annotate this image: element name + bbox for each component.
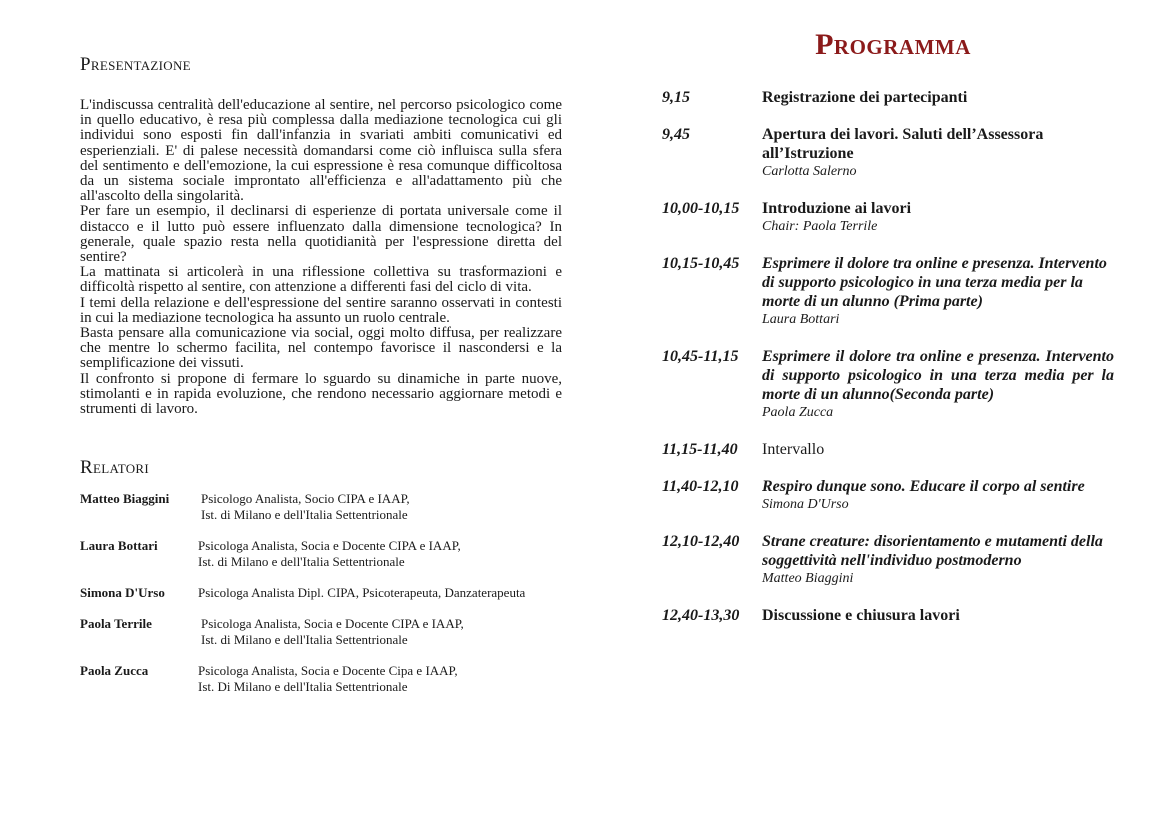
speaker-role-line: Psicologa Analista, Socia e Docente CIPA e IAAP, (198, 538, 461, 554)
speaker-role (198, 616, 562, 648)
paragraph: Per fare un esempio, il declinarsi di esperienze di portata universale come il distacco e il lutto può essere influenzato dalla dimensione tecnologica? In generale, quale spazio resta nella quotidianità per l'espressione diretta del sentire? (80, 203, 562, 266)
speakers-list (80, 491, 562, 695)
program-time: 10,15-10,45 (662, 255, 740, 272)
program-speaker: Paola Zucca (762, 405, 834, 420)
program-speaker: Simona D'Urso (762, 497, 849, 512)
program-item (662, 347, 1114, 422)
program-item (662, 199, 1114, 236)
program-time: 9,45 (662, 126, 690, 143)
program-title: Registrazione dei partecipanti (762, 89, 968, 106)
program-body (762, 125, 1062, 181)
speaker-row (80, 585, 562, 601)
program-time: 11,40-12,10 (662, 478, 739, 495)
program-item (662, 88, 1114, 107)
program-time: 11,15-11,40 (662, 441, 738, 458)
left-column (80, 54, 562, 710)
speaker-role-line: Ist. di Milano e dell'Italia Settentrionale (201, 632, 408, 648)
program-body (762, 606, 1114, 625)
paragraph: La mattinata si articolerà in una riflessione collettiva su trasformazioni e difficoltà rispetto al sentire, con attenzione a differenti fasi del ciclo di vita. (80, 264, 562, 296)
program-time: 12,10-12,40 (662, 533, 740, 550)
program-body (762, 254, 1114, 329)
program-body (762, 440, 1114, 459)
program-body (762, 88, 1114, 107)
speaker-role-line: Psicologa Analista, Socia e Docente Cipa e IAAP, (198, 663, 458, 679)
programma-title: Programma (815, 28, 971, 61)
speaker-row (80, 616, 562, 648)
speaker-row (80, 491, 562, 523)
program-time: 10,00-10,15 (662, 200, 740, 217)
program-title: Intervallo (762, 441, 825, 458)
speaker-name: Simona D'Urso (80, 585, 165, 601)
program-body (762, 477, 1114, 514)
program-title: Introduzione ai lavori (762, 200, 912, 217)
program-time: 9,15 (662, 89, 690, 106)
program-item (662, 606, 1114, 625)
speaker-row (80, 538, 562, 570)
program-speaker: Carlotta Salerno (762, 164, 857, 179)
presentazione-heading: Presentazione (80, 54, 191, 75)
speaker-row (80, 663, 562, 695)
speaker-role (198, 663, 562, 695)
speaker-name: Matteo Biaggini (80, 491, 170, 507)
relatori-heading: Relatori (80, 457, 149, 479)
program-body (762, 532, 1114, 588)
paragraph: Il confronto si propone di fermare lo sguardo su dinamiche in parte nuove, stimolanti e in rapida evoluzione, che rendono necessario aggiornare metodi e strumenti di lavoro. (80, 370, 562, 418)
program-title: Discussione e chiusura lavori (762, 607, 960, 624)
speaker-role-line: Ist. di Milano e dell'Italia Settentrionale (198, 554, 405, 570)
speaker-role (198, 585, 562, 601)
program-item (662, 532, 1114, 588)
program-item (662, 125, 1114, 181)
speaker-role-line: Psicologa Analista, Socia e Docente CIPA e IAAP, (201, 616, 464, 632)
speaker-role-line: Psicologa Analista Dipl. CIPA, Psicoterapeuta, Danzaterapeuta (198, 585, 526, 601)
program-body (762, 347, 1114, 422)
program-speaker: Laura Bottari (762, 312, 840, 327)
program-item (662, 440, 1114, 459)
program-time: 12,40-13,30 (662, 607, 740, 624)
speaker-role (198, 491, 562, 523)
paragraph: Basta pensare alla comunicazione via social, oggi molto diffusa, per realizzare che mentre lo schermo facilita, nel contempo favorisce il nascondersi e la semplificazione dei vissuti. (80, 325, 562, 372)
speaker-role-line: Ist. Di Milano e dell'Italia Settentrionale (198, 679, 408, 695)
program-speaker: Chair: Paola Terrile (762, 219, 878, 234)
speaker-role-line: Psicologo Analista, Socio CIPA e IAAP, (201, 491, 410, 507)
program-time: 10,45-11,15 (662, 348, 739, 365)
program-item (662, 254, 1114, 329)
presentazione-text (80, 98, 562, 417)
program-title: Esprimere il dolore tra online e presenza. Intervento di supporto psicologico in una terza media per la morte di un alunno(Seconda parte) (762, 348, 1114, 403)
paragraph: L'indiscussa centralità dell'educazione al sentire, nel percorso psicologico come in quello educativo, è resa più complessa dalla mediazione tecnologica cui gli individui sono esposti fin dall'infanzia in svariati ambiti comunicativi ed esperienziali. E' di palese necessità domandarsi come ciò influisca sulla sfera del sentimento e dell'emozione, la cui espressione è resa comunque difficoltosa da un sistema sociale improntato all'efficienza e all'adattamento più che all'ascolto della singolarità. (80, 97, 562, 205)
right-column (662, 28, 1114, 643)
program-speaker: Matteo Biaggini (762, 571, 854, 586)
speaker-name: Paola Terrile (80, 616, 152, 632)
program-item (662, 477, 1114, 514)
program-title: Respiro dunque sono. Educare il corpo al sentire (762, 478, 1085, 495)
program-title: Apertura dei lavori. Saluti dell’Assessora all’Istruzione (762, 126, 1044, 162)
program-title: Strane creature: disorientamento e mutamenti della soggettività nell'individuo postmoderno (762, 533, 1103, 569)
speaker-name: Paola Zucca (80, 663, 149, 679)
speaker-role (198, 538, 562, 570)
paragraph: I temi della relazione e dell'espressione del sentire saranno osservati in contesti in cui la mediazione tecnologica ha assunto un ruolo centrale. (80, 294, 562, 326)
speaker-role-line: Ist. di Milano e dell'Italia Settentrionale (201, 507, 408, 523)
program-title: Esprimere il dolore tra online e presenza. Intervento di supporto psicologico in una terza media per la morte di un alunno (Prima parte) (762, 255, 1107, 310)
program-body (762, 199, 1114, 236)
speaker-name: Laura Bottari (80, 538, 158, 554)
